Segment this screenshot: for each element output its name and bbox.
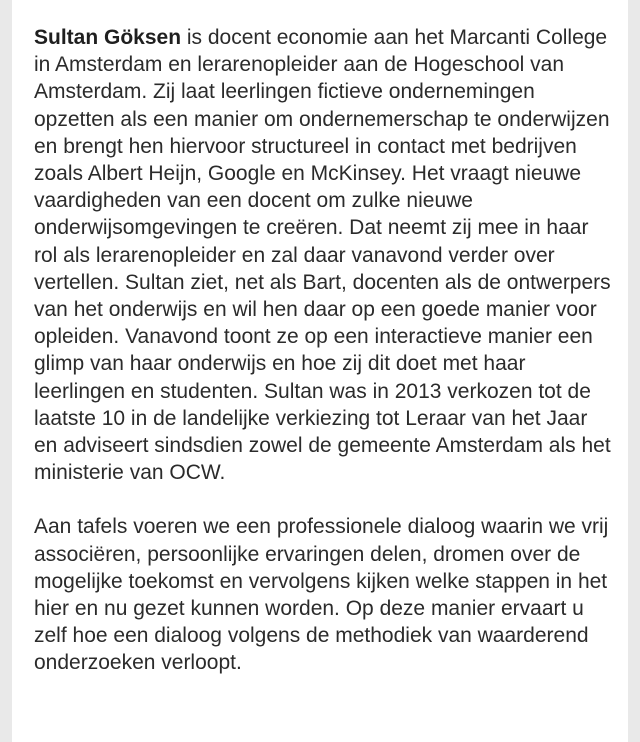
speaker-name: Sultan Göksen bbox=[34, 26, 182, 49]
speaker-bio-text: is docent economie aan het Marcanti College in Amsterdam en lerarenopleider aan de Hogeschool van Amsterdam. Zij laat leerlingen fictieve ondernemingen opzetten als een manier om ondernemerschap te onderwijzen en brengt hen hiervoor structureel in contact met bedrijven zoals Albert Heijn, Google en McKinsey. Het vraagt nieuwe vaardigheden van een docent om zulke nieuwe onderwijsomgevingen te creëren. Dat neemt zij mee in haar rol als lerarenopleider en zal daar vanavond verder over vertellen. Sultan ziet, net als Bart, docenten als de ontwerpers van het onderwijs en wil hen daar op een goede manier voor opleiden. Vanavond toont ze op een interactieve manier een glimp van haar onderwijs en hoe zij dit doet met haar leerlingen en studenten. Sultan was in 2013 verkozen tot de laatste 10 in de landelijke verkiezing tot Leraar van het Jaar en adviseert sindsdien zowel de gemeente Amsterdam als het ministerie van OCW. bbox=[34, 26, 611, 485]
article-body bbox=[34, 24, 614, 704]
paragraph-speaker-bio bbox=[34, 24, 614, 486]
document-page bbox=[12, 0, 628, 742]
paragraph-dialogue: Aan tafels voeren we een professionele dialoog waarin we vrij associëren, persoonlijke ervaringen delen, dromen over de mogelijke toekomst en vervolgens kijken welke stappen in het hier en nu gezet kunnen worden. Op deze manier ervaart u zelf hoe een dialoog volgens de methodiek van waarderend onderzoeken verloopt. bbox=[34, 515, 609, 675]
